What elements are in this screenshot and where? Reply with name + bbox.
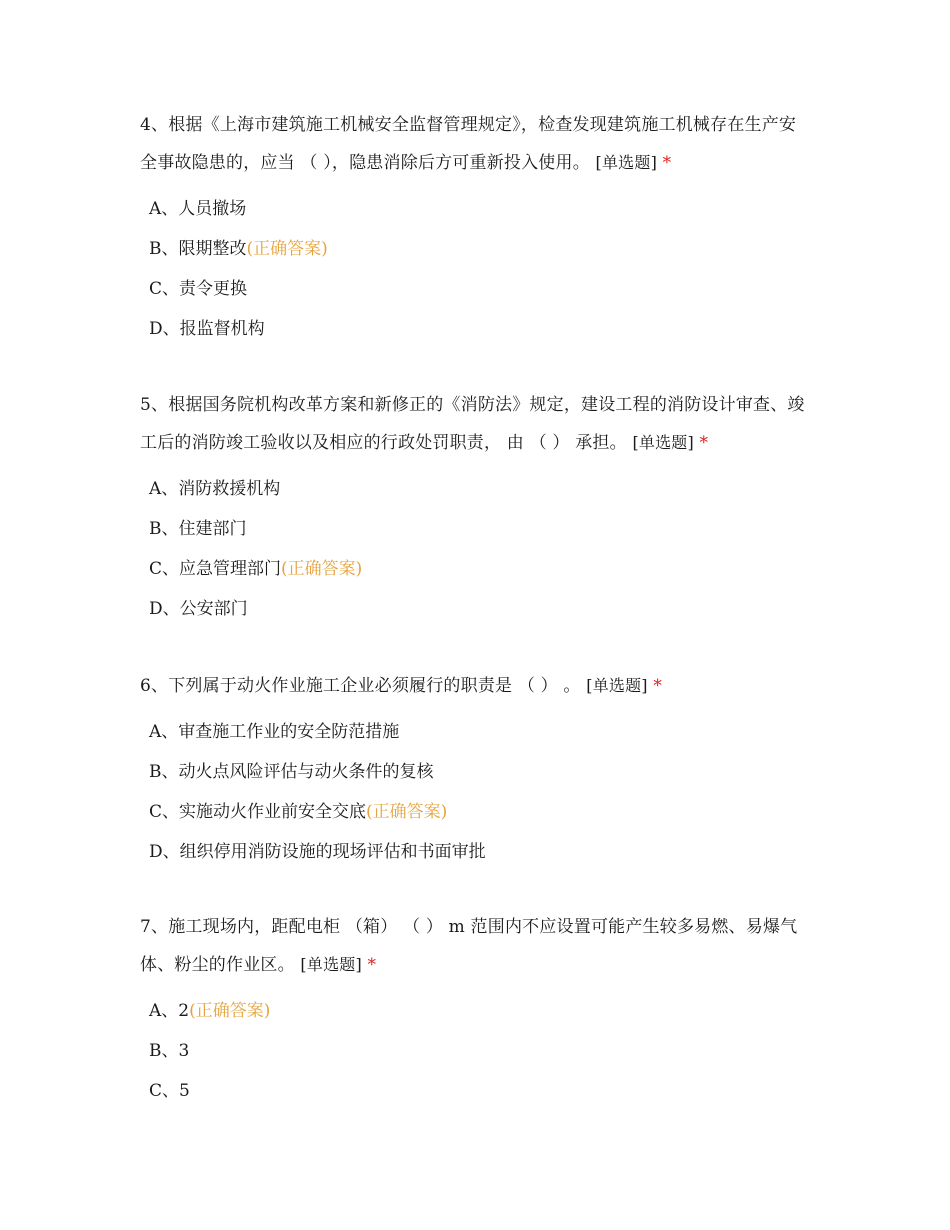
option-b[interactable] [140,509,812,549]
option-label: C、5 [149,1081,190,1101]
required-marker: * [653,676,663,696]
option-label: D、公安部门 [149,599,248,619]
option-b[interactable] [140,229,812,269]
correct-answer-tag: (正确答案) [366,802,448,822]
option-a[interactable] [140,469,812,509]
question-type: [单选题] [586,676,648,695]
question-type: [单选题] [595,153,658,172]
option-label: B、3 [149,1041,190,1061]
option-label: C、应急管理部门 [149,559,282,579]
question-stem: 5、根据国务院机构改革方案和新修正的《消防法》规定，建设工程的消防设计审查、竣工后的消防竣工验收以及相应的行政处罚职责， 由 （ ） 承担。 [140,395,805,453]
option-list [140,991,812,1111]
required-marker: * [367,955,377,975]
option-label: B、动火点风险评估与动火条件的复核 [149,762,434,782]
question-type: [单选题] [632,433,694,452]
option-b[interactable] [140,752,812,792]
question-text [140,667,812,705]
option-c[interactable] [140,269,812,309]
question-7 [140,909,812,1111]
option-list [140,712,812,872]
option-c[interactable] [140,792,812,832]
option-c[interactable] [140,549,812,589]
option-list [140,469,812,629]
option-label: C、责令更换 [149,279,248,299]
option-d[interactable] [140,832,812,872]
required-marker: * [699,433,709,453]
question-text [140,909,812,984]
question-stem: 6、下列属于动火作业施工企业必须履行的职责是 （ ） 。 [140,676,581,696]
correct-answer-tag: (正确答案) [281,559,363,579]
option-label: B、限期整改 [149,239,247,259]
option-list [140,189,812,349]
option-b[interactable] [140,1031,812,1071]
required-marker: * [662,153,672,173]
option-label: C、实施动火作业前安全交底 [149,802,367,822]
correct-answer-tag: (正确答案) [246,239,328,259]
option-c[interactable] [140,1071,812,1111]
option-a[interactable] [140,189,812,229]
option-d[interactable] [140,309,812,349]
question-5 [140,387,812,629]
option-label: A、审查施工作业的安全防范措施 [149,722,400,742]
option-label: D、组织停用消防设施的现场评估和书面审批 [149,842,486,862]
question-stem: 4、根据《上海市建筑施工机械安全监督管理规定》，检查发现建筑施工机械存在生产安全事故隐患的，应当 （ ），隐患消除后方可重新投入使用。 [140,115,797,173]
option-a[interactable] [140,991,812,1031]
option-label: A、消防救援机构 [149,479,281,499]
question-4 [140,107,812,349]
option-a[interactable] [140,712,812,752]
option-label: A、2 [149,1001,190,1021]
question-text [140,387,812,462]
option-label: D、报监督机构 [149,319,265,339]
option-label: B、住建部门 [149,519,247,539]
option-label: A、人员撤场 [149,199,247,219]
correct-answer-tag: (正确答案) [189,1001,271,1021]
question-stem: 7、施工现场内，距配电柜 （箱） （ ） m 范围内不应设置可能产生较多易燃、易爆气体、粉尘的作业区。 [140,917,798,975]
question-6 [140,667,812,872]
question-type: [单选题] [300,955,362,974]
question-text [140,107,812,182]
option-d[interactable] [140,589,812,629]
